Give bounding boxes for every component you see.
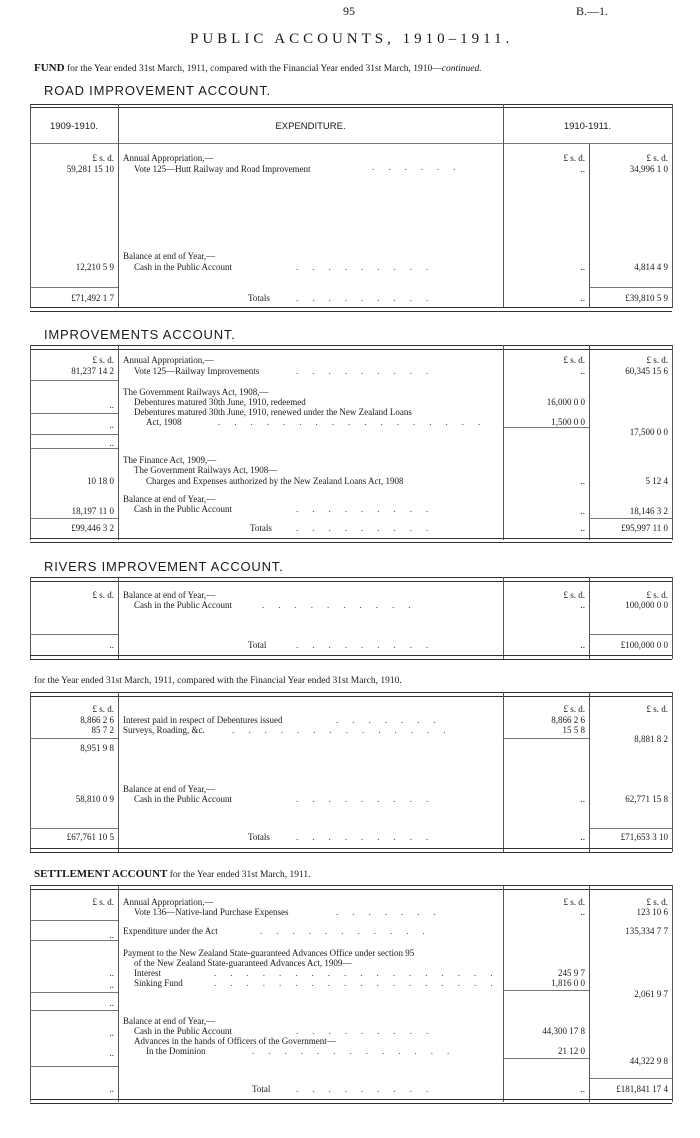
settlement-sf-left: .. bbox=[109, 980, 114, 990]
improvements-gra-a: Debentures matured 30th June, 1910, redeemed bbox=[134, 397, 306, 407]
rivers-tot-left: .. bbox=[109, 640, 114, 650]
improvements-r1-left: 81,237 14 2 bbox=[71, 366, 114, 376]
road-col-expenditure: EXPENDITURE. bbox=[275, 121, 346, 132]
improvements-tot-left: £99,446 3 2 bbox=[71, 523, 114, 533]
fund2-unit-left: £ s. d. bbox=[92, 704, 114, 714]
improvements-gra-outer: 17,500 0 0 bbox=[629, 427, 668, 437]
rivers-bal-label: Balance at end of Year,— bbox=[123, 590, 216, 600]
improvements-fin-sub: The Government Railways Act, 1908— bbox=[134, 465, 278, 475]
fund2-b-label: Surveys, Roading, &c. bbox=[123, 725, 205, 735]
page-title: PUBLIC ACCOUNTS, 1910–1911. bbox=[190, 31, 514, 47]
fund2-sub-left: 8,951 9 8 bbox=[80, 743, 114, 753]
settlement-bal-label: Balance at end of Year,— bbox=[123, 1016, 216, 1026]
settlement-pay-outer: 2,061 9 7 bbox=[634, 989, 668, 999]
rivers-title: RIVERS IMPROVEMENT ACCOUNT. bbox=[44, 559, 284, 574]
improvements-r1-label: Annual Appropriation,— bbox=[123, 355, 214, 365]
settlement-r1-outer: 123 10 6 bbox=[636, 907, 668, 917]
fund2-unit-outer: £ s. d. bbox=[646, 704, 668, 714]
fund2-bal-left: 58,810 0 9 bbox=[75, 794, 114, 804]
improvements-tot-label: Totals bbox=[250, 523, 272, 533]
settlement-title-rest: for the Year ended 31st March, 1911. bbox=[169, 870, 311, 880]
fund2-a-inner: 8,866 2 6 bbox=[551, 715, 585, 725]
improvements-r1-inner: .. bbox=[580, 366, 585, 376]
improvements-r1-sub: Vote 125—Railway Improvements bbox=[134, 366, 260, 376]
settlement-exp-outer: 135,334 7 7 bbox=[625, 926, 668, 936]
rivers-bal-sub: Cash in the Public Account bbox=[134, 600, 232, 610]
road-r1-inner: .. bbox=[580, 164, 585, 174]
settlement-adv-inner: 21 12 0 bbox=[558, 1046, 585, 1056]
rivers-unit-inner: £ s. d. bbox=[563, 590, 585, 600]
rivers-bal-outer: 100,000 0 0 bbox=[625, 600, 668, 610]
improvements-gra-label: The Government Railways Act, 1908,— bbox=[123, 387, 269, 397]
fund2-bal-sub: Cash in the Public Account bbox=[134, 794, 232, 804]
settlement-adv-sub: In the Dominion bbox=[146, 1046, 206, 1056]
improvements-fin-outer: 5 12 4 bbox=[645, 476, 668, 486]
improvements-r1-outer: 60,345 15 6 bbox=[625, 366, 668, 376]
rivers-tot-outer: £100,000 0 0 bbox=[620, 640, 668, 650]
fund2-tot-inner: .. bbox=[580, 832, 585, 842]
settlement-adv-left: .. bbox=[109, 1048, 114, 1058]
settlement-unit-left: £ s. d. bbox=[92, 897, 114, 907]
settlement-r1-inner: .. bbox=[580, 907, 585, 917]
settlement-exp-left: .. bbox=[109, 930, 114, 940]
road-bal-left: 12,210 5 9 bbox=[75, 262, 114, 272]
rivers-tot-inner: .. bbox=[580, 640, 585, 650]
improvements-gra-b-left: .. bbox=[109, 420, 114, 430]
fund-heading bbox=[34, 62, 482, 74]
fund2-unit-inner: £ s. d. bbox=[563, 704, 585, 714]
settlement-tot-outer: £181,841 17 4 bbox=[616, 1084, 668, 1094]
settlement-title-bold: SETTLEMENT ACCOUNT bbox=[34, 868, 168, 880]
settlement-unit-outer: £ s. d. bbox=[646, 897, 668, 907]
settlement-tot-label: Total bbox=[252, 1084, 271, 1094]
settlement-bal-inner: 44,300 17 8 bbox=[542, 1026, 585, 1036]
fund2-sub-outer: 8,881 8 2 bbox=[634, 734, 668, 744]
fund2-tot-outer: £71,653 3 10 bbox=[620, 832, 668, 842]
settlement-int-label: Interest bbox=[134, 968, 161, 978]
road-title: ROAD IMPROVEMENT ACCOUNT. bbox=[44, 83, 272, 98]
improvements-fin-left: 10 18 0 bbox=[87, 476, 114, 486]
improvements-gra-b-inner: 1,500 0 0 bbox=[551, 417, 585, 427]
rivers-unit-outer: £ s. d. bbox=[646, 590, 668, 600]
improvements-tot-inner: .. bbox=[580, 523, 585, 533]
road-bal-outer: 4,814 4 9 bbox=[634, 262, 668, 272]
fund2-b-left: 85 7 2 bbox=[91, 725, 114, 735]
settlement-bal-left: .. bbox=[109, 1028, 114, 1038]
improvements-fin-label: The Finance Act, 1909,— bbox=[123, 455, 217, 465]
road-r1-label: Annual Appropriation,— bbox=[123, 153, 214, 163]
improvements-bal-inner: .. bbox=[580, 506, 585, 516]
settlement-r1-sub: Vote 136—Native-land Purchase Expenses bbox=[134, 907, 289, 917]
improvements-fin-sub2: Charges and Expenses authorized by the New Zealand Loans Act, 1908 bbox=[146, 476, 404, 486]
settlement-title bbox=[34, 868, 311, 880]
improvements-gra-b2: Act, 1908 bbox=[146, 417, 182, 427]
fund2-bal-inner: .. bbox=[580, 794, 585, 804]
page-ref: B.—1. bbox=[576, 4, 609, 18]
settlement-r1-label: Annual Appropriation,— bbox=[123, 897, 214, 907]
settlement-int-left: .. bbox=[109, 968, 114, 978]
road-bal-inner: .. bbox=[580, 262, 585, 272]
settlement-pay-left: .. bbox=[109, 998, 114, 1008]
improvements-fin-inner: .. bbox=[580, 476, 585, 486]
improvements-gra-c-left: .. bbox=[109, 438, 114, 448]
fund2-tot-left: £67,761 10 5 bbox=[66, 832, 114, 842]
improvements-bal-label: Balance at end of Year,— bbox=[123, 494, 216, 504]
page-number: 95 bbox=[343, 4, 355, 18]
rivers-tot-label: Total bbox=[248, 640, 267, 650]
settlement-pay-label: Payment to the New Zealand State-guaranteed Advances Office under section 95 bbox=[123, 948, 415, 958]
road-r1-outer: 34,996 1 0 bbox=[629, 164, 668, 174]
settlement-tot-inner: .. bbox=[580, 1084, 585, 1094]
fund-heading-bold: FUND bbox=[34, 62, 65, 74]
road-tot-label: Totals bbox=[248, 293, 270, 303]
road-unit-outer: £ s. d. bbox=[646, 153, 668, 163]
road-tot-outer: £39,810 5 9 bbox=[625, 293, 668, 303]
settlement-unit-inner: £ s. d. bbox=[563, 897, 585, 907]
rivers-unit-left: £ s. d. bbox=[92, 590, 114, 600]
fund-heading-text: for the Year ended 31st March, 1911, compared with the Financial Year ended 31st March, 1910— bbox=[66, 64, 442, 74]
fund2-bal-label: Balance at end of Year,— bbox=[123, 784, 216, 794]
settlement-pay-label2: of the New Zealand State-guaranteed Advances Act, 1909— bbox=[134, 958, 352, 968]
fund2-bal-outer: 62,771 15 8 bbox=[625, 794, 668, 804]
road-r1-left: 59,281 15 10 bbox=[66, 164, 114, 174]
road-bal-label: Balance at end of Year,— bbox=[123, 251, 216, 261]
road-bal-sub: Cash in the Public Account bbox=[134, 262, 232, 272]
improvements-bal-sub: Cash in the Public Account bbox=[134, 504, 232, 514]
road-unit-inner: £ s. d. bbox=[563, 153, 585, 163]
road-r1-sub: Vote 125—Hutt Railway and Road Improvement bbox=[134, 164, 311, 174]
road-col-1910: 1910-1911. bbox=[563, 121, 612, 132]
fund2-tot-label: Totals bbox=[248, 832, 270, 842]
improvements-bal-left: 18,197 11 0 bbox=[71, 506, 114, 516]
improvements-unit-left: £ s. d. bbox=[92, 355, 114, 365]
settlement-tot-left: .. bbox=[109, 1084, 114, 1094]
improvements-title: IMPROVEMENTS ACCOUNT. bbox=[44, 327, 236, 342]
settlement-sf-inner: 1,816 0 0 bbox=[551, 978, 585, 988]
road-tot-left: £71,492 1 7 bbox=[71, 293, 114, 303]
improvements-bal-outer: 18,146 3 2 bbox=[629, 506, 668, 516]
road-tot-inner: .. bbox=[580, 293, 585, 303]
settlement-exp-label: Expenditure under the Act bbox=[123, 926, 218, 936]
road-unit-left: £ s. d. bbox=[92, 153, 114, 163]
settlement-sf-label: Sinking Fund bbox=[134, 978, 183, 988]
settlement-bal-outer: 44,322 9 8 bbox=[629, 1056, 668, 1066]
settlement-int-inner: 245 9 7 bbox=[558, 968, 585, 978]
fund2-b-inner: 15 5 8 bbox=[562, 725, 585, 735]
improvements-unit-outer: £ s. d. bbox=[646, 355, 668, 365]
improvements-gra-a-inner: 16,000 0 0 bbox=[546, 397, 585, 407]
rivers-bal-inner: .. bbox=[580, 600, 585, 610]
settlement-bal-sub: Cash in the Public Account bbox=[134, 1026, 232, 1036]
improvements-gra-b: Debentures matured 30th June, 1910, renewed under the New Zealand Loans bbox=[134, 407, 412, 417]
fund2-a-label: Interest paid in respect of Debentures issued bbox=[123, 715, 283, 725]
fund-heading-italic: continued. bbox=[441, 64, 482, 74]
settlement-adv-label: Advances in the hands of Officers of the Government— bbox=[134, 1036, 336, 1046]
improvements-gra-a-left: .. bbox=[109, 400, 114, 410]
road-col-1909: 1909-1910. bbox=[49, 121, 99, 132]
fund2-heading: for the Year ended 31st March, 1911, compared with the Financial Year ended 31st March, 1910. bbox=[34, 676, 402, 686]
improvements-tot-outer: £95,997 11 0 bbox=[621, 523, 668, 533]
improvements-unit-inner: £ s. d. bbox=[563, 355, 585, 365]
fund2-a-left: 8,866 2 6 bbox=[80, 715, 114, 725]
